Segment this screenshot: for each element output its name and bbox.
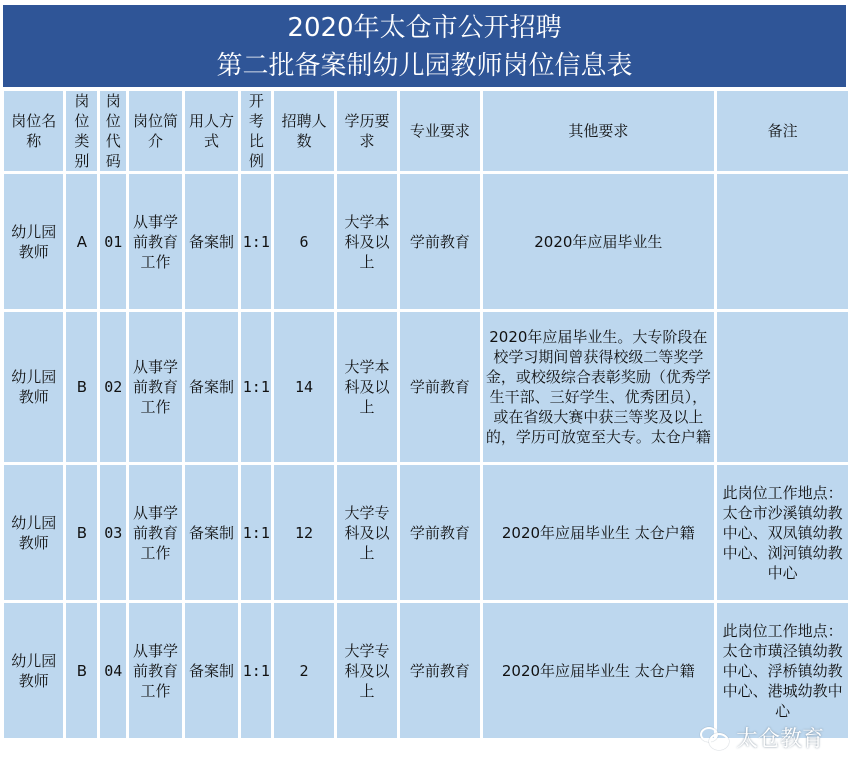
cell-name: 幼儿园教师 [4, 312, 63, 462]
watermark [700, 722, 824, 753]
cell-code: 01 [100, 174, 126, 309]
header-cell: 开考比例 [241, 91, 271, 171]
table-row [4, 465, 848, 600]
cell-major: 学前教育 [400, 465, 479, 600]
header-cell: 专业要求 [400, 91, 479, 171]
cell-count: 12 [274, 465, 334, 600]
cell-intro: 从事学前教育工作 [129, 312, 182, 462]
wechat-icon [700, 727, 730, 749]
title-line-1: 2020年太仓市公开招聘 [287, 13, 562, 43]
cell-note [717, 312, 848, 462]
cell-employment: 备案制 [185, 603, 239, 738]
cell-code: 03 [100, 465, 126, 600]
cell-major: 学前教育 [400, 174, 479, 309]
cell-count: 14 [274, 312, 334, 462]
header-cell: 岗位代码 [100, 91, 126, 171]
cell-code: 02 [100, 312, 126, 462]
cell-category: A [66, 174, 97, 309]
header-cell: 招聘人数 [274, 91, 334, 171]
cell-other: 2020年应届毕业生。大专阶段在校学习期间曾获得校级二等奖学金，或校级综合表彰奖励（优秀学生干部、三好学生、优秀团员），或在省级大赛中获三等奖及以上的，学历可放宽至大专。太仓户籍 [483, 312, 715, 462]
cell-count: 6 [274, 174, 334, 309]
header-cell: 其他要求 [483, 91, 715, 171]
cell-major: 学前教育 [400, 603, 479, 738]
table-row [4, 603, 848, 738]
watermark-text: 太仓教育 [736, 727, 825, 752]
cell-count: 2 [274, 603, 334, 738]
cell-other: 2020年应届毕业生 太仓户籍 [483, 603, 715, 738]
positions-table [1, 88, 851, 741]
cell-category: B [66, 465, 97, 600]
header-row [4, 91, 848, 171]
cell-other: 2020年应届毕业生 [483, 174, 715, 309]
header-cell: 用人方式 [185, 91, 239, 171]
header-cell: 岗位简介 [129, 91, 182, 171]
cell-education: 大学本科及以上 [337, 174, 397, 309]
cell-education: 大学专科及以上 [337, 465, 397, 600]
table-row [4, 312, 848, 462]
cell-ratio: 1:1 [241, 174, 271, 309]
cell-note: 此岗位工作地点：太仓市沙溪镇幼教中心、双凤镇幼教中心、浏河镇幼教中心 [717, 465, 848, 600]
cell-ratio: 1:1 [241, 603, 271, 738]
cell-education: 大学本科及以上 [337, 312, 397, 462]
cell-major: 学前教育 [400, 312, 479, 462]
header-cell: 学历要求 [337, 91, 397, 171]
cell-education: 大学专科及以上 [337, 603, 397, 738]
cell-name: 幼儿园教师 [4, 465, 63, 600]
cell-intro: 从事学前教育工作 [129, 174, 182, 309]
cell-other: 2020年应届毕业生 太仓户籍 [483, 465, 715, 600]
cell-ratio: 1:1 [241, 465, 271, 600]
cell-name: 幼儿园教师 [4, 603, 63, 738]
table-row [4, 174, 848, 309]
cell-employment: 备案制 [185, 465, 239, 600]
cell-intro: 从事学前教育工作 [129, 465, 182, 600]
header-cell: 岗位类别 [66, 91, 97, 171]
cell-ratio: 1:1 [241, 312, 271, 462]
cell-intro: 从事学前教育工作 [129, 603, 182, 738]
cell-employment: 备案制 [185, 174, 239, 309]
cell-name: 幼儿园教师 [4, 174, 63, 309]
title-line-2: 第二批备案制幼儿园教师岗位信息表 [216, 51, 633, 81]
cell-employment: 备案制 [185, 312, 239, 462]
header-cell: 岗位名称 [4, 91, 63, 171]
cell-note: 此岗位工作地点：太仓市璜泾镇幼教中心、浮桥镇幼教中心、港城幼教中心 [717, 603, 848, 738]
cell-category: B [66, 603, 97, 738]
cell-note [717, 174, 848, 309]
cell-code: 04 [100, 603, 126, 738]
title-banner [3, 5, 846, 87]
cell-category: B [66, 312, 97, 462]
header-cell: 备注 [717, 91, 848, 171]
